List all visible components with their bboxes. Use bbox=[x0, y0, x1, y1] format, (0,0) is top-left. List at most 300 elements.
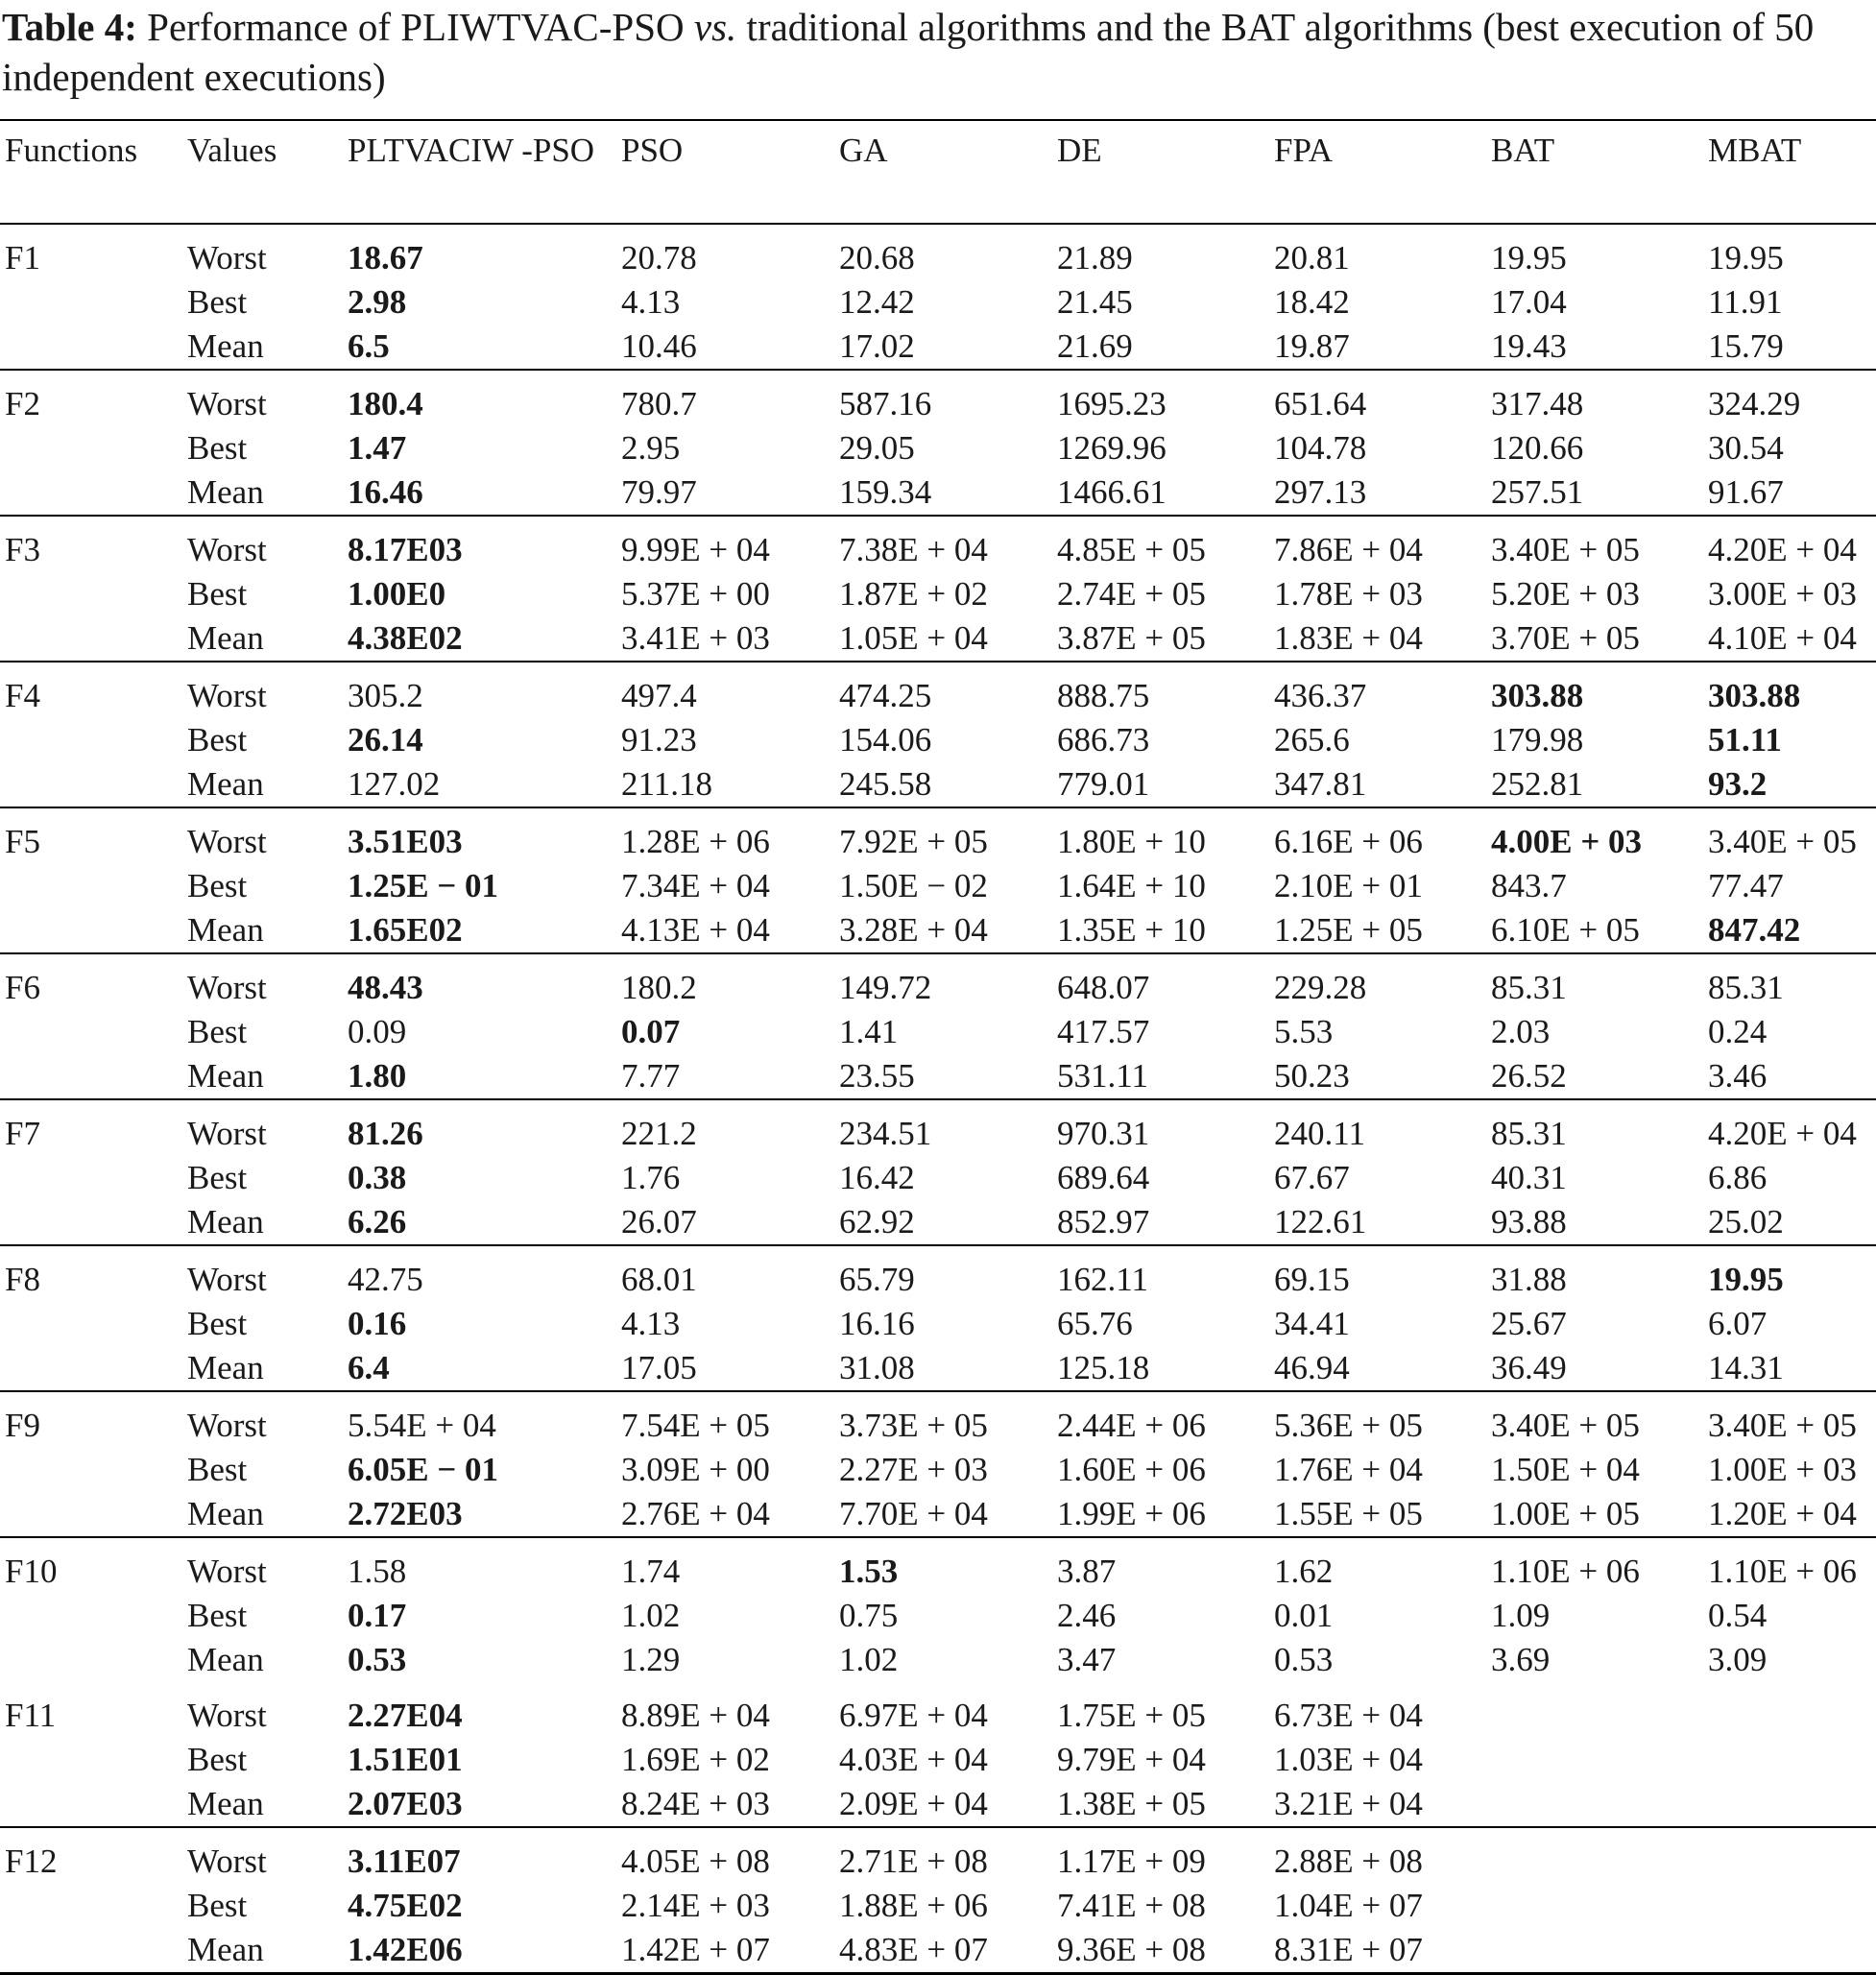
function-cell bbox=[0, 470, 182, 516]
table-cell: 0.38 bbox=[348, 1159, 407, 1196]
table-cell: 85.31 bbox=[1491, 969, 1567, 1006]
table-cell: 127.02 bbox=[343, 762, 616, 807]
value-type-cell: Mean bbox=[182, 1054, 343, 1099]
table-row bbox=[0, 662, 1876, 718]
table-cell: 3.87 bbox=[1057, 1553, 1117, 1590]
table-cell: 6.10E + 05 bbox=[1486, 908, 1703, 953]
table-cell: 0.75 bbox=[839, 1597, 899, 1634]
table-row bbox=[0, 1391, 1876, 1448]
column-header: MBAT bbox=[1703, 120, 1876, 224]
value-type-cell: Best bbox=[187, 1159, 248, 1196]
table-cell: 2.09E + 04 bbox=[834, 1782, 1052, 1827]
table-cell: 970.31 bbox=[1057, 1115, 1150, 1152]
table-cell: 1.17E + 09 bbox=[1057, 1843, 1206, 1880]
table-cell: 6.86 bbox=[1708, 1159, 1768, 1196]
function-cell bbox=[0, 1200, 182, 1245]
table-cell: 3.87E + 05 bbox=[1052, 616, 1269, 662]
table-cell: 93.88 bbox=[1486, 1200, 1703, 1245]
table-cell: 1.10E + 06 bbox=[1708, 1553, 1857, 1590]
table-cell: 1.02 bbox=[621, 1597, 681, 1634]
table-cell bbox=[1486, 1682, 1703, 1738]
table-cell: 0.16 bbox=[348, 1305, 407, 1342]
table-cell: 1.65E02 bbox=[343, 908, 616, 953]
table-cell: 1.74 bbox=[621, 1553, 681, 1590]
table-row bbox=[0, 1594, 1876, 1638]
table-cell: 1.80 bbox=[343, 1054, 616, 1099]
column-header: GA bbox=[834, 120, 1052, 224]
table-cell: 8.17E03 bbox=[348, 531, 463, 568]
table-cell: 7.54E + 05 bbox=[621, 1407, 770, 1444]
table-cell: 69.15 bbox=[1274, 1261, 1350, 1298]
value-type-cell: Best bbox=[187, 1305, 248, 1342]
function-cell bbox=[0, 616, 182, 662]
value-type-cell: Worst bbox=[187, 969, 267, 1006]
table-cell: 2.27E04 bbox=[348, 1697, 463, 1734]
table-cell: 1.53 bbox=[839, 1553, 899, 1590]
table-cell: 1.87E + 02 bbox=[839, 575, 988, 613]
table-cell: 3.11E07 bbox=[348, 1843, 461, 1880]
table-cell: 3.46 bbox=[1703, 1054, 1876, 1099]
table-cell: 42.75 bbox=[348, 1261, 423, 1298]
table-cell: 1.83E + 04 bbox=[1269, 616, 1486, 662]
table-cell: 2.98 bbox=[348, 283, 407, 321]
function-cell bbox=[0, 1884, 182, 1928]
table-cell: 77.47 bbox=[1708, 867, 1784, 904]
table-cell: 26.07 bbox=[616, 1200, 834, 1245]
value-type-cell: Mean bbox=[182, 908, 343, 953]
table-cell: 10.46 bbox=[616, 325, 834, 370]
table-cell: 154.06 bbox=[839, 721, 932, 759]
table-cell: 3.47 bbox=[1057, 1641, 1117, 1678]
function-cell bbox=[0, 1010, 182, 1054]
header-row bbox=[0, 120, 1876, 224]
table-cell: 1.50E − 02 bbox=[839, 867, 988, 904]
table-cell: 19.43 bbox=[1486, 325, 1703, 370]
table-row bbox=[0, 953, 1876, 1010]
table-row bbox=[0, 1346, 1876, 1391]
table-cell: 1.00E0 bbox=[348, 575, 446, 613]
table-cell: 1.38E + 05 bbox=[1052, 1782, 1269, 1827]
function-cell: F3 bbox=[5, 531, 40, 568]
function-cell bbox=[0, 572, 182, 616]
table-row bbox=[0, 1492, 1876, 1537]
table-cell: 474.25 bbox=[839, 677, 932, 714]
table-cell: 2.03 bbox=[1491, 1013, 1551, 1050]
table-cell: 31.08 bbox=[834, 1346, 1052, 1391]
value-type-cell: Worst bbox=[187, 385, 267, 422]
function-cell bbox=[0, 1928, 182, 1974]
table-row bbox=[0, 1928, 1876, 1974]
table-cell: 1.05E + 04 bbox=[834, 616, 1052, 662]
table-cell: 252.81 bbox=[1486, 762, 1703, 807]
table-cell: 1.88E + 06 bbox=[839, 1887, 988, 1924]
table-cell: 40.31 bbox=[1491, 1159, 1567, 1196]
table-cell: 48.43 bbox=[348, 969, 423, 1006]
table-cell: 3.51E03 bbox=[348, 823, 463, 860]
table-cell: 888.75 bbox=[1057, 677, 1150, 714]
table-cell: 85.31 bbox=[1708, 969, 1784, 1006]
table-cell: 5.53 bbox=[1274, 1013, 1334, 1050]
table-row bbox=[0, 426, 1876, 470]
table-cell bbox=[1486, 1928, 1703, 1974]
table-cell: 1.25E − 01 bbox=[348, 867, 499, 904]
table-cell: 1.35E + 10 bbox=[1052, 908, 1269, 953]
table-cell: 19.95 bbox=[1491, 239, 1567, 277]
column-header: BAT bbox=[1486, 120, 1703, 224]
table-row bbox=[0, 1884, 1876, 1928]
table-cell: 1.62 bbox=[1274, 1553, 1334, 1590]
table-cell: 4.85E + 05 bbox=[1057, 531, 1206, 568]
table-cell: 1.51E01 bbox=[348, 1741, 463, 1778]
value-type-cell: Mean bbox=[187, 1641, 264, 1678]
table-cell: 1269.96 bbox=[1057, 429, 1166, 467]
table-cell bbox=[1703, 1682, 1876, 1738]
function-cell bbox=[0, 908, 182, 953]
value-type-cell: Mean bbox=[182, 325, 343, 370]
table-cell: 234.51 bbox=[839, 1115, 932, 1152]
table-cell: 1.99E + 06 bbox=[1052, 1492, 1269, 1537]
table-cell: 19.95 bbox=[1708, 1261, 1784, 1298]
value-type-cell: Worst bbox=[187, 823, 267, 860]
table-cell: 1.28E + 06 bbox=[621, 823, 770, 860]
table-cell: 1.50E + 04 bbox=[1491, 1451, 1640, 1488]
table-cell: 1.10E + 06 bbox=[1491, 1553, 1640, 1590]
table-cell: 3.28E + 04 bbox=[834, 908, 1052, 953]
table-cell: 4.75E02 bbox=[348, 1887, 463, 1924]
value-type-cell: Best bbox=[187, 1741, 248, 1778]
table-cell: 23.55 bbox=[834, 1054, 1052, 1099]
value-type-cell: Worst bbox=[187, 1553, 267, 1590]
table-cell: 7.77 bbox=[616, 1054, 834, 1099]
table-cell bbox=[1486, 1827, 1703, 1884]
table-cell: 4.10E + 04 bbox=[1703, 616, 1876, 662]
table-cell: 4.38E02 bbox=[343, 616, 616, 662]
table-cell: 25.02 bbox=[1703, 1200, 1876, 1245]
table-cell: 7.86E + 04 bbox=[1274, 531, 1423, 568]
table-cell: 1.60E + 06 bbox=[1057, 1451, 1206, 1488]
value-type-cell: Worst bbox=[187, 1843, 267, 1880]
table-cell: 8.31E + 07 bbox=[1269, 1928, 1486, 1974]
table-cell: 125.18 bbox=[1052, 1346, 1269, 1391]
table-row bbox=[0, 1448, 1876, 1492]
function-cell bbox=[0, 1782, 182, 1827]
table-cell: 16.46 bbox=[343, 470, 616, 516]
table-cell: 0.01 bbox=[1274, 1597, 1334, 1634]
table-row bbox=[0, 1302, 1876, 1346]
table-row bbox=[0, 1010, 1876, 1054]
table-cell: 16.16 bbox=[839, 1305, 915, 1342]
value-type-cell: Mean bbox=[182, 1928, 343, 1974]
table-cell: 2.76E + 04 bbox=[616, 1492, 834, 1537]
table-row bbox=[0, 325, 1876, 370]
table-row bbox=[0, 1738, 1876, 1782]
table-cell: 229.28 bbox=[1274, 969, 1367, 1006]
table-row bbox=[0, 616, 1876, 662]
table-row bbox=[0, 908, 1876, 953]
table-row bbox=[0, 718, 1876, 762]
table-cell: 18.67 bbox=[348, 239, 423, 277]
value-type-cell: Mean bbox=[182, 1782, 343, 1827]
table-cell: 15.79 bbox=[1703, 325, 1876, 370]
table-cell: 149.72 bbox=[839, 969, 932, 1006]
table-cell: 221.2 bbox=[621, 1115, 697, 1152]
table-cell: 16.42 bbox=[839, 1159, 915, 1196]
table-cell: 3.09 bbox=[1708, 1641, 1768, 1678]
table-row bbox=[0, 1200, 1876, 1245]
function-cell bbox=[0, 1346, 182, 1391]
table-cell: 50.23 bbox=[1269, 1054, 1486, 1099]
table-cell: 5.37E + 00 bbox=[621, 575, 770, 613]
table-cell: 17.02 bbox=[834, 325, 1052, 370]
table-cell: 34.41 bbox=[1274, 1305, 1350, 1342]
table-cell: 780.7 bbox=[621, 385, 697, 422]
table-cell bbox=[1703, 1928, 1876, 1974]
table-cell: 2.07E03 bbox=[343, 1782, 616, 1827]
table-cell: 6.4 bbox=[343, 1346, 616, 1391]
table-cell: 31.88 bbox=[1491, 1261, 1567, 1298]
table-cell: 4.05E + 08 bbox=[621, 1843, 770, 1880]
table-cell: 4.13 bbox=[621, 1305, 681, 1342]
table-row bbox=[0, 1099, 1876, 1156]
function-cell bbox=[0, 1156, 182, 1200]
table-cell: 6.73E + 04 bbox=[1274, 1697, 1423, 1734]
table-cell: 0.24 bbox=[1708, 1013, 1768, 1050]
value-type-cell: Best bbox=[187, 1013, 248, 1050]
table-cell: 1.58 bbox=[348, 1553, 407, 1590]
table-row bbox=[0, 1638, 1876, 1682]
table-cell: 11.91 bbox=[1708, 283, 1783, 321]
table-cell: 417.57 bbox=[1057, 1013, 1150, 1050]
table-row bbox=[0, 864, 1876, 908]
table-cell: 587.16 bbox=[839, 385, 932, 422]
table-cell: 245.58 bbox=[834, 762, 1052, 807]
table-cell: 104.78 bbox=[1274, 429, 1367, 467]
table-cell: 2.46 bbox=[1057, 1597, 1117, 1634]
table-cell: 4.20E + 04 bbox=[1708, 1115, 1857, 1152]
function-cell: F1 bbox=[5, 239, 40, 277]
value-type-cell: Worst bbox=[187, 1407, 267, 1444]
function-cell bbox=[0, 1638, 182, 1682]
table-row bbox=[0, 1782, 1876, 1827]
table-cell bbox=[1703, 1738, 1876, 1782]
table-row bbox=[0, 516, 1876, 572]
table-cell: 305.2 bbox=[348, 677, 423, 714]
table-cell: 0.09 bbox=[348, 1013, 407, 1050]
function-cell: F11 bbox=[5, 1697, 57, 1734]
value-type-cell: Mean bbox=[182, 1346, 343, 1391]
table-cell: 21.45 bbox=[1057, 283, 1133, 321]
table-cell: 324.29 bbox=[1708, 385, 1801, 422]
table-cell: 4.20E + 04 bbox=[1708, 531, 1857, 568]
table-cell: 257.51 bbox=[1486, 470, 1703, 516]
caption-text-after: traditional algorithms and the BAT algorithms (best execution of 50 independent executions) bbox=[2, 5, 1815, 99]
table-cell: 180.2 bbox=[621, 969, 697, 1006]
function-cell: F7 bbox=[5, 1115, 40, 1152]
table-cell: 17.05 bbox=[616, 1346, 834, 1391]
table-cell: 20.81 bbox=[1274, 239, 1350, 277]
table-cell: 7.92E + 05 bbox=[839, 823, 988, 860]
table-cell: 2.44E + 06 bbox=[1057, 1407, 1206, 1444]
table-cell: 689.64 bbox=[1057, 1159, 1150, 1196]
table-row bbox=[0, 1682, 1876, 1738]
table-cell: 6.5 bbox=[343, 325, 616, 370]
value-type-cell: Best bbox=[187, 429, 248, 467]
function-cell: F4 bbox=[5, 677, 40, 714]
column-header: PLTVACIW -PSO bbox=[343, 120, 616, 224]
value-type-cell: Best bbox=[187, 1887, 248, 1924]
value-type-cell: Worst bbox=[187, 1697, 267, 1734]
value-type-cell: Worst bbox=[187, 531, 267, 568]
table-cell: 12.42 bbox=[839, 283, 915, 321]
caption-vs: vs. bbox=[693, 5, 737, 49]
table-cell: 843.7 bbox=[1491, 867, 1567, 904]
table-cell: 1.00E + 05 bbox=[1486, 1492, 1703, 1537]
table-cell: 19.95 bbox=[1708, 239, 1784, 277]
table-row bbox=[0, 280, 1876, 325]
function-cell bbox=[0, 325, 182, 370]
function-cell bbox=[0, 1738, 182, 1782]
table-row bbox=[0, 807, 1876, 864]
table-cell: 2.95 bbox=[621, 429, 681, 467]
function-cell: F6 bbox=[5, 969, 40, 1006]
table-cell: 68.01 bbox=[621, 1261, 697, 1298]
table-cell: 30.54 bbox=[1708, 429, 1784, 467]
caption-label: Table 4: bbox=[2, 5, 137, 49]
function-cell bbox=[0, 1594, 182, 1638]
table-cell: 1.00E + 03 bbox=[1708, 1451, 1857, 1488]
table-cell: 162.11 bbox=[1057, 1261, 1148, 1298]
table-cell: 179.98 bbox=[1491, 721, 1584, 759]
table-cell: 1.76 bbox=[621, 1159, 681, 1196]
table-cell: 1.20E + 04 bbox=[1703, 1492, 1876, 1537]
table-cell: 93.2 bbox=[1703, 762, 1876, 807]
table-cell bbox=[1486, 1782, 1703, 1827]
table-cell: 29.05 bbox=[839, 429, 915, 467]
caption-text-before: Performance of PLIWTVAC-PSO bbox=[136, 5, 694, 49]
table-cell: 779.01 bbox=[1052, 762, 1269, 807]
function-cell bbox=[0, 718, 182, 762]
table-cell: 4.13 bbox=[621, 283, 681, 321]
table-cell: 4.13E + 04 bbox=[616, 908, 834, 953]
table-cell: 9.79E + 04 bbox=[1057, 1741, 1206, 1778]
value-type-cell: Worst bbox=[187, 677, 267, 714]
table-cell: 3.40E + 05 bbox=[1708, 823, 1857, 860]
table-cell: 5.54E + 04 bbox=[348, 1407, 496, 1444]
column-header: FPA bbox=[1269, 120, 1486, 224]
table-cell: 8.89E + 04 bbox=[621, 1697, 770, 1734]
table-cell: 1.25E + 05 bbox=[1269, 908, 1486, 953]
table-cell: 2.74E + 05 bbox=[1057, 575, 1206, 613]
table-cell: 1.42E + 07 bbox=[616, 1928, 834, 1974]
table-cell: 36.49 bbox=[1486, 1346, 1703, 1391]
table-cell: 4.83E + 07 bbox=[834, 1928, 1052, 1974]
value-type-cell: Best bbox=[187, 1597, 248, 1634]
table-row bbox=[0, 1245, 1876, 1302]
table-cell: 531.11 bbox=[1052, 1054, 1269, 1099]
table-cell: 2.27E + 03 bbox=[839, 1451, 988, 1488]
table-row bbox=[0, 224, 1876, 280]
table-cell: 21.69 bbox=[1052, 325, 1269, 370]
table-cell: 2.88E + 08 bbox=[1274, 1843, 1423, 1880]
table-cell: 3.41E + 03 bbox=[616, 616, 834, 662]
function-cell: F12 bbox=[5, 1843, 58, 1880]
table-row bbox=[0, 1537, 1876, 1594]
table-cell: 46.94 bbox=[1269, 1346, 1486, 1391]
table-cell: 0.53 bbox=[1274, 1641, 1334, 1678]
table-cell: 81.26 bbox=[348, 1115, 423, 1152]
table-cell: 159.34 bbox=[834, 470, 1052, 516]
value-type-cell: Worst bbox=[187, 239, 267, 277]
table-cell: 91.67 bbox=[1703, 470, 1876, 516]
function-cell bbox=[0, 762, 182, 807]
function-cell: F5 bbox=[5, 823, 40, 860]
column-header: Values bbox=[182, 120, 343, 224]
table-cell: 1.42E06 bbox=[343, 1928, 616, 1974]
table-cell: 0.07 bbox=[621, 1013, 681, 1050]
table-cell: 1.41 bbox=[839, 1013, 899, 1050]
table-row bbox=[0, 572, 1876, 616]
table-cell: 1.80E + 10 bbox=[1057, 823, 1206, 860]
value-type-cell: Best bbox=[187, 575, 248, 613]
table-cell: 7.70E + 04 bbox=[834, 1492, 1052, 1537]
table-cell: 1695.23 bbox=[1057, 385, 1166, 422]
function-cell: F10 bbox=[5, 1553, 58, 1590]
table-cell bbox=[1486, 1738, 1703, 1782]
table-cell: 6.97E + 04 bbox=[839, 1697, 988, 1734]
column-header: Functions bbox=[0, 120, 182, 224]
table-cell: 1.03E + 04 bbox=[1274, 1741, 1423, 1778]
value-type-cell: Best bbox=[187, 867, 248, 904]
table-cell: 1466.61 bbox=[1052, 470, 1269, 516]
table-cell: 648.07 bbox=[1057, 969, 1150, 1006]
function-cell: F8 bbox=[5, 1261, 40, 1298]
table-cell: 1.55E + 05 bbox=[1269, 1492, 1486, 1537]
table-cell: 3.69 bbox=[1491, 1641, 1551, 1678]
table-cell: 297.13 bbox=[1269, 470, 1486, 516]
table-cell bbox=[1703, 1782, 1876, 1827]
value-type-cell: Best bbox=[187, 1451, 248, 1488]
table-cell: 19.87 bbox=[1269, 325, 1486, 370]
results-table bbox=[0, 119, 1876, 1975]
table-cell: 0.17 bbox=[348, 1597, 407, 1634]
value-type-cell: Mean bbox=[182, 616, 343, 662]
table-cell: 1.09 bbox=[1491, 1597, 1551, 1634]
table-cell bbox=[1703, 1884, 1876, 1928]
table-cell: 85.31 bbox=[1491, 1115, 1567, 1152]
table-cell: 67.67 bbox=[1274, 1159, 1350, 1196]
table-cell: 14.31 bbox=[1703, 1346, 1876, 1391]
table-cell: 6.26 bbox=[343, 1200, 616, 1245]
table-cell: 180.4 bbox=[348, 385, 423, 422]
value-type-cell: Worst bbox=[187, 1115, 267, 1152]
value-type-cell: Best bbox=[187, 721, 248, 759]
table-cell: 1.04E + 07 bbox=[1274, 1887, 1423, 1924]
table-cell: 65.79 bbox=[839, 1261, 915, 1298]
value-type-cell: Mean bbox=[182, 1492, 343, 1537]
table-cell: 18.42 bbox=[1274, 283, 1350, 321]
table-cell: 1.76E + 04 bbox=[1274, 1451, 1423, 1488]
table-cell: 26.52 bbox=[1486, 1054, 1703, 1099]
table-cell: 1.02 bbox=[839, 1641, 899, 1678]
table-cell: 3.40E + 05 bbox=[1708, 1407, 1857, 1444]
table-cell: 7.41E + 08 bbox=[1057, 1887, 1206, 1924]
table-cell: 21.89 bbox=[1057, 239, 1133, 277]
table-cell: 0.53 bbox=[348, 1641, 407, 1678]
table-cell: 265.6 bbox=[1274, 721, 1350, 759]
value-type-cell: Best bbox=[187, 283, 248, 321]
table-cell: 7.38E + 04 bbox=[839, 531, 988, 568]
table-cell: 1.47 bbox=[348, 429, 407, 467]
